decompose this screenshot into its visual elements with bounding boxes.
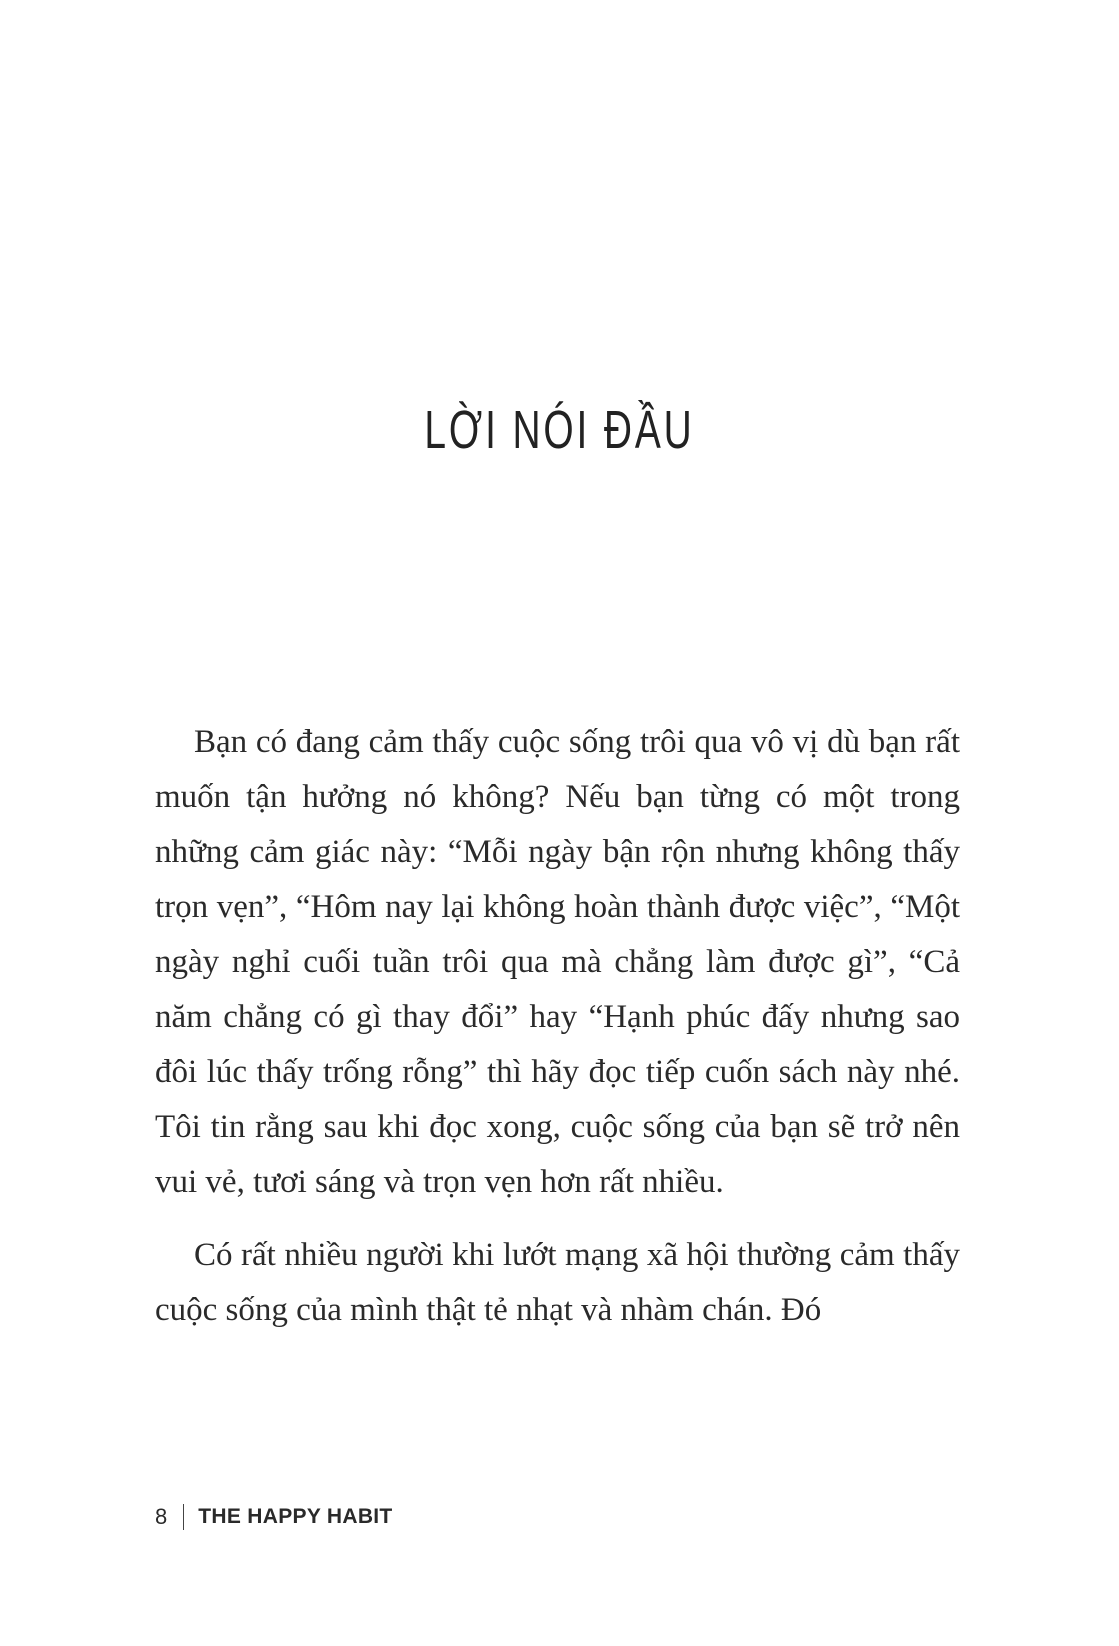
running-head: THE HAPPY HABIT (198, 1505, 393, 1528)
page-footer (155, 1500, 393, 1534)
chapter-title: LỜI NÓI ĐẦU (424, 400, 695, 460)
paragraph: Có rất nhiều người khi lướt mạng xã hội thường cảm thấy cuộc sống của mình thật tẻ nhạt và nhàm chán. Đó (155, 1237, 960, 1328)
body-text (155, 715, 960, 1356)
page-number: 8 (155, 1504, 168, 1529)
footer-divider (183, 1504, 184, 1530)
paragraph: Bạn có đang cảm thấy cuộc sống trôi qua vô vị dù bạn rất muốn tận hưởng nó không? Nếu bạn từng có một trong những cảm giác này: “Mỗi ngày bận rộn nhưng không thấy trọn vẹn”, “Hôm nay lại không hoàn thành được việc”, “Một ngày nghỉ cuối tuần trôi qua mà chẳng làm được gì”, “Cả năm chẳng có gì thay đổi” hay “Hạnh phúc đấy nhưng sao đôi lúc thấy trống rỗng” thì hãy đọc tiếp cuốn sách này nhé. Tôi tin rằng sau khi đọc xong, cuộc sống của bạn sẽ trở nên vui vẻ, tươi sáng và trọn vẹn hơn rất nhiều. (155, 724, 960, 1200)
